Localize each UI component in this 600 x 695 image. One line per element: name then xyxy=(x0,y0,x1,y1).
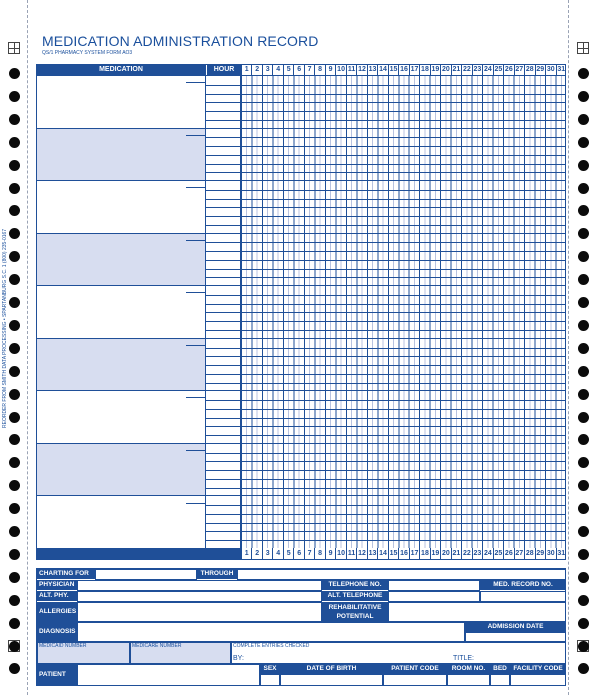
row-divider xyxy=(206,260,566,261)
day-footer-cell: 28 xyxy=(524,548,534,560)
day-header-cell: 1 xyxy=(241,64,251,75)
tractor-hole-icon xyxy=(578,91,589,102)
row-divider xyxy=(206,251,566,252)
day-header-cell: 2 xyxy=(251,64,261,75)
tractor-hole-icon xyxy=(578,366,589,377)
row-divider xyxy=(206,321,566,322)
medication-grid xyxy=(36,64,566,560)
tractor-hole-icon xyxy=(9,320,20,331)
day-footer-cell: 31 xyxy=(556,548,566,560)
medication-block xyxy=(36,233,566,286)
day-header-cell: 27 xyxy=(515,66,524,73)
bed-field[interactable] xyxy=(490,674,510,686)
medicare-number-label: MEDICARE NUMBER xyxy=(132,643,182,649)
charting-for-label: CHARTING FOR xyxy=(37,569,95,579)
row-divider xyxy=(206,304,566,305)
row-divider xyxy=(206,514,566,515)
row-divider xyxy=(206,172,566,173)
tractor-hole-icon xyxy=(9,160,20,171)
day-footer-cell: 26 xyxy=(503,548,513,560)
day-header-cell: 22 xyxy=(462,66,471,73)
medication-entry-cell[interactable] xyxy=(36,76,206,128)
medication-notch-line xyxy=(186,397,206,398)
day-header-cell: 29 xyxy=(536,66,545,73)
row-divider xyxy=(206,225,566,226)
tractor-hole-icon xyxy=(578,572,589,583)
day-footer-cell: 19 xyxy=(430,548,440,560)
room-no-field[interactable] xyxy=(447,674,490,686)
medication-notch-line xyxy=(186,187,206,188)
med-record-no-field[interactable] xyxy=(480,591,566,602)
medication-notch-line xyxy=(186,450,206,451)
diagnosis-field[interactable] xyxy=(77,622,465,642)
patient-field[interactable] xyxy=(77,664,260,686)
day-header-cell: 15 xyxy=(389,66,398,73)
row-divider xyxy=(206,365,566,366)
medicaid-number-label: MEDICAID NUMBER xyxy=(39,643,87,649)
tractor-hole-icon xyxy=(9,572,20,583)
medication-entry-cell[interactable] xyxy=(36,496,206,548)
row-divider xyxy=(206,426,566,427)
row-divider xyxy=(206,199,566,200)
day-footer-cell: 6 xyxy=(293,548,303,560)
day-footer-cell: 23 xyxy=(472,548,482,560)
alt-phy-label: ALT. PHY. xyxy=(37,591,77,601)
patient-info-form xyxy=(36,568,566,686)
row-divider xyxy=(206,488,566,489)
row-divider xyxy=(206,356,566,357)
day-header-cell: 5 xyxy=(283,64,293,75)
medication-entry-cell[interactable] xyxy=(36,444,206,496)
allergies-field[interactable] xyxy=(77,602,322,622)
day-footer-cell: 18 xyxy=(419,548,429,560)
patient-code-label: PATIENT CODE xyxy=(383,664,447,674)
tractor-hole-icon xyxy=(9,366,20,377)
day-footer-cell: 24 xyxy=(482,548,492,560)
physician-field[interactable] xyxy=(77,580,322,591)
day-footer-cell: 7 xyxy=(304,548,314,560)
day-footer-cell: 30 xyxy=(545,548,555,560)
day-footer-cell: 4 xyxy=(272,548,282,560)
tractor-hole-icon xyxy=(578,297,589,308)
day-header-cell: 30 xyxy=(546,66,555,73)
row-divider xyxy=(206,470,566,471)
day-footer-cell: 27 xyxy=(514,548,524,560)
row-divider xyxy=(206,461,566,462)
bed-label: BED xyxy=(490,664,510,674)
medication-notch-line xyxy=(186,240,206,241)
day-header-cell: 10 xyxy=(337,66,345,73)
medication-entry-cell[interactable] xyxy=(36,181,206,233)
day-header-cell: 28 xyxy=(525,66,534,73)
row-divider xyxy=(206,540,566,541)
tractor-hole-icon xyxy=(9,137,20,148)
admission-date-label: ADMISSION DATE xyxy=(465,622,566,632)
grid-footer-bar xyxy=(36,548,241,560)
day-footer-cell: 3 xyxy=(262,548,272,560)
reorder-side-text: REORDER FROM SMITH DATA PROCESSING • SPARTANBURG S.C. 1 (800) 235-0167 xyxy=(2,228,8,428)
row-divider xyxy=(206,505,566,506)
tractor-hole-icon xyxy=(9,68,20,79)
day-header-cell: 16 xyxy=(400,66,408,73)
through-label: THROUGH xyxy=(197,569,237,579)
day-header-cell: 12 xyxy=(358,66,366,73)
alt-phy-field[interactable] xyxy=(77,591,322,602)
tractor-hole-icon xyxy=(578,412,589,423)
allergies-label: ALLERGIES xyxy=(37,602,77,622)
rehabilitative-potential-label: REHABILITATIVE POTENTIAL xyxy=(322,602,388,622)
row-divider xyxy=(206,102,566,103)
row-divider xyxy=(206,137,566,138)
by-label: BY: xyxy=(233,655,244,662)
medication-block xyxy=(36,495,566,548)
tractor-hole-icon xyxy=(9,389,20,400)
tractor-hole-icon xyxy=(9,641,20,652)
tractor-hole-icon xyxy=(9,549,20,560)
charting-for-field[interactable] xyxy=(95,569,197,580)
rehabilitative-potential-field[interactable] xyxy=(388,602,566,622)
telephone-no-label: TELEPHONE NO. xyxy=(322,580,388,590)
row-divider xyxy=(206,94,566,95)
medication-entry-cell[interactable] xyxy=(36,339,206,391)
medication-notch-line xyxy=(186,292,206,293)
facility-code-label: FACILITY CODE xyxy=(510,664,566,674)
date-of-birth-label: DATE OF BIRTH xyxy=(280,664,383,674)
row-divider xyxy=(206,277,566,278)
row-divider xyxy=(206,312,566,313)
patient-code-field[interactable] xyxy=(383,674,447,686)
medication-block xyxy=(36,75,566,128)
day-header-cell: 31 xyxy=(557,66,566,73)
row-divider xyxy=(206,531,566,532)
row-divider xyxy=(206,479,566,480)
row-divider xyxy=(206,146,566,147)
row-divider xyxy=(206,409,566,410)
day-footer-cell: 16 xyxy=(398,548,408,560)
medication-entry-cell[interactable] xyxy=(36,234,206,286)
row-divider xyxy=(206,383,566,384)
day-header-cell: 8 xyxy=(314,64,324,75)
row-divider xyxy=(206,400,566,401)
medication-block xyxy=(36,180,566,233)
title-label: TITLE: xyxy=(453,655,475,662)
tractor-hole-icon xyxy=(9,526,20,537)
tractor-hole-icon xyxy=(578,343,589,354)
day-footer-cell: 13 xyxy=(367,548,377,560)
medication-block xyxy=(36,285,566,338)
day-footer-cell: 22 xyxy=(461,548,471,560)
tractor-hole-icon xyxy=(578,389,589,400)
tractor-hole-icon xyxy=(578,68,589,79)
day-footer-cell: 8 xyxy=(314,548,324,560)
day-header-cell: 26 xyxy=(504,66,513,73)
day-footer-cell: 20 xyxy=(440,548,450,560)
medication-notch-line xyxy=(186,135,206,136)
tractor-hole-icon xyxy=(9,595,20,606)
row-divider xyxy=(206,523,566,524)
facility-code-field[interactable] xyxy=(510,674,566,686)
day-footer-cell: 15 xyxy=(388,548,398,560)
day-footer-cell: 11 xyxy=(346,548,356,560)
row-divider xyxy=(206,330,566,331)
tractor-hole-icon xyxy=(578,526,589,537)
row-divider xyxy=(206,348,566,349)
room-no-label: ROOM NO. xyxy=(447,664,490,674)
day-header-cell: 18 xyxy=(421,66,429,73)
medication-notch-line xyxy=(186,82,206,83)
day-footer-cell: 2 xyxy=(251,548,261,560)
registration-mark-icon xyxy=(577,42,589,54)
medication-block xyxy=(36,338,566,391)
day-footer-cell: 12 xyxy=(356,548,366,560)
row-divider xyxy=(206,374,566,375)
registration-mark-icon xyxy=(8,42,20,54)
day-header-cell: 4 xyxy=(272,64,282,75)
day-header-cell: 25 xyxy=(494,66,503,73)
row-divider xyxy=(206,453,566,454)
day-footer-cell: 21 xyxy=(451,548,461,560)
tractor-hole-icon xyxy=(578,114,589,125)
date-of-birth-field[interactable] xyxy=(280,674,383,686)
complete-entries-checked-label: COMPLETE ENTRIES CHECKED xyxy=(233,643,310,649)
day-header-cell: 11 xyxy=(346,64,356,75)
day-footer-cell: 25 xyxy=(493,548,503,560)
tractor-hole-icon xyxy=(578,618,589,629)
sex-field[interactable] xyxy=(260,674,280,686)
patient-label: PATIENT xyxy=(37,664,77,686)
form-subtitle: QS/1 PHARMACY SYSTEM FORM AO3 xyxy=(42,50,133,56)
day-header-cell: 17 xyxy=(410,66,419,73)
med-record-no-label: MED. RECORD NO. xyxy=(480,580,566,590)
day-footer-cell: 9 xyxy=(325,548,335,560)
row-divider xyxy=(206,242,566,243)
tractor-hole-icon xyxy=(578,160,589,171)
alt-telephone-label: ALT. TELEPHONE xyxy=(322,591,388,601)
day-header-cell: 7 xyxy=(304,64,314,75)
medication-entry-cell[interactable] xyxy=(36,129,206,181)
tractor-hole-icon xyxy=(9,91,20,102)
day-header-cell: 14 xyxy=(379,66,387,73)
alt-telephone-field[interactable] xyxy=(388,591,480,602)
physician-label: PHYSICIAN xyxy=(37,580,77,590)
day-footer-cell: 29 xyxy=(535,548,545,560)
tractor-hole-icon xyxy=(578,183,589,194)
row-divider xyxy=(206,269,566,270)
tractor-hole-icon xyxy=(578,641,589,652)
day-header-cell: 3 xyxy=(262,64,272,75)
medication-block xyxy=(36,443,566,496)
day-footer-cell: 1 xyxy=(241,548,251,560)
tractor-hole-icon xyxy=(9,343,20,354)
day-header-cell: 20 xyxy=(442,66,450,73)
medication-block xyxy=(36,128,566,181)
day-header-cell: 13 xyxy=(368,66,377,73)
tractor-hole-icon xyxy=(9,297,20,308)
through-field[interactable] xyxy=(237,569,566,580)
medication-header: MEDICATION xyxy=(36,64,206,75)
row-divider xyxy=(206,190,566,191)
day-footer-cell: 10 xyxy=(335,548,345,560)
medication-notch-line xyxy=(186,345,206,346)
admission-date-field[interactable] xyxy=(465,632,566,642)
medication-entry-cell[interactable] xyxy=(36,286,206,338)
tractor-hole-icon xyxy=(578,549,589,560)
row-divider xyxy=(206,418,566,419)
day-footer-cell: 14 xyxy=(377,548,387,560)
tractor-hole-icon xyxy=(9,114,20,125)
tractor-hole-icon xyxy=(578,595,589,606)
tractor-hole-icon xyxy=(578,320,589,331)
sex-label: SEX xyxy=(260,664,280,674)
row-divider xyxy=(206,155,566,156)
row-divider xyxy=(206,85,566,86)
day-header-cell: 24 xyxy=(483,66,492,73)
day-header-cell: 19 xyxy=(431,66,440,73)
tractor-hole-icon xyxy=(9,183,20,194)
tractor-hole-icon xyxy=(9,618,20,629)
day-header-cell: 23 xyxy=(473,66,482,73)
row-divider xyxy=(206,120,566,121)
form-title: MEDICATION ADMINISTRATION RECORD xyxy=(42,33,319,49)
row-divider xyxy=(206,207,566,208)
row-divider xyxy=(206,295,566,296)
row-divider xyxy=(206,435,566,436)
telephone-no-field[interactable] xyxy=(388,580,480,591)
row-divider xyxy=(206,111,566,112)
day-footer-cell: 17 xyxy=(409,548,419,560)
medication-entry-cell[interactable] xyxy=(36,391,206,443)
day-header-cell: 21 xyxy=(452,66,461,73)
tractor-hole-icon xyxy=(578,137,589,148)
medication-block xyxy=(36,390,566,443)
tractor-hole-icon xyxy=(9,412,20,423)
day-header-cell: 9 xyxy=(325,64,335,75)
medication-notch-line xyxy=(186,503,206,504)
hour-header: HOUR xyxy=(206,64,241,75)
diagnosis-label: DIAGNOSIS xyxy=(37,622,77,642)
day-footer-cell: 5 xyxy=(283,548,293,560)
row-divider xyxy=(206,216,566,217)
day-header-cell: 6 xyxy=(293,64,303,75)
row-divider xyxy=(206,164,566,165)
